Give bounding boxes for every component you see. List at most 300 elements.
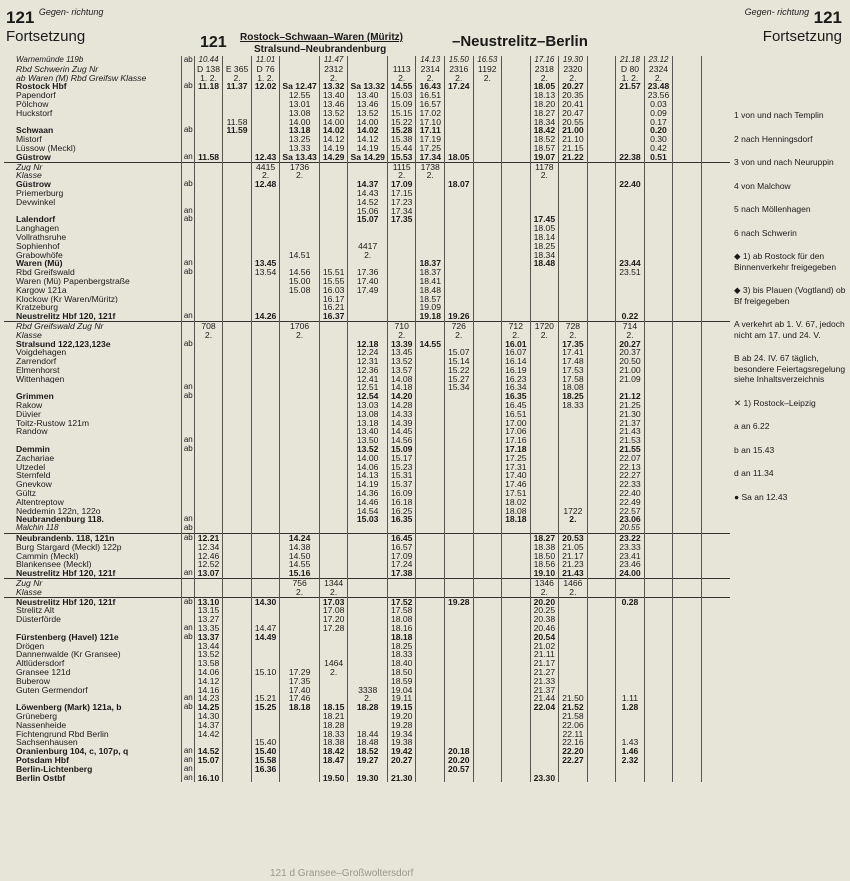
table-row: [4, 515, 730, 524]
legend: [734, 110, 846, 515]
station-name: Warnemünde 119b: [16, 56, 84, 64]
time-cell: 18.41: [416, 277, 445, 286]
time-cell: 16.21: [319, 303, 348, 312]
time-cell: [559, 765, 588, 774]
time-cell: [616, 118, 645, 127]
legend-item: d an 11.34: [734, 468, 774, 478]
time-cell: [387, 224, 416, 233]
time-cell: [559, 410, 588, 419]
time-cell: [502, 180, 531, 189]
time-cell: 19.42: [387, 747, 416, 756]
time-cell: [445, 109, 474, 118]
time-cell: [644, 738, 673, 747]
time-cell: [445, 721, 474, 730]
time-cell: 18.20: [530, 100, 559, 109]
time-cell: 20.27: [559, 82, 588, 91]
table-row: [4, 357, 730, 366]
table-row: [4, 419, 730, 428]
time-cell: [616, 215, 645, 224]
time-cell: 2.: [530, 74, 559, 83]
time-cell: [194, 436, 223, 445]
arr-dep-marker: [182, 321, 195, 330]
time-cell: [251, 730, 280, 739]
time-cell: [223, 543, 252, 552]
time-cell: 1.43: [616, 738, 645, 747]
time-cell: [416, 624, 445, 633]
time-cell: [530, 454, 559, 463]
time-cell: [194, 251, 223, 260]
table-row: [4, 677, 730, 686]
arr-dep-marker: an: [182, 312, 195, 321]
time-cell: [701, 507, 730, 516]
time-cell: [701, 100, 730, 109]
time-cell: [473, 606, 502, 615]
time-cell: [616, 606, 645, 615]
time-cell: [251, 606, 280, 615]
time-cell: [223, 56, 252, 65]
table-row: [4, 668, 730, 677]
time-cell: [223, 597, 252, 606]
table-row: [4, 730, 730, 739]
time-cell: [473, 383, 502, 392]
legend-item: ◆ 3) bis Plauen (Vogtland) ob Bf freigegeben: [734, 285, 846, 306]
time-cell: [587, 215, 616, 224]
time-cell: [587, 331, 616, 340]
time-cell: [616, 712, 645, 721]
arr-dep-marker: [182, 375, 195, 384]
time-cell: [587, 118, 616, 127]
time-cell: [223, 340, 252, 349]
time-cell: 13.46: [348, 100, 388, 109]
time-cell: [587, 233, 616, 242]
time-cell: [445, 242, 474, 251]
time-cell: [348, 624, 388, 633]
time-cell: [616, 624, 645, 633]
time-cell: [473, 445, 502, 454]
time-cell: [194, 348, 223, 357]
time-cell: [502, 259, 531, 268]
time-cell: [194, 419, 223, 428]
time-cell: [445, 259, 474, 268]
time-cell: 1738: [416, 162, 445, 171]
time-cell: [701, 198, 730, 207]
time-cell: [280, 383, 320, 392]
time-cell: 18.02: [502, 498, 531, 507]
time-cell: 13.07: [194, 569, 223, 578]
station-name: Düsterförde: [16, 615, 61, 624]
arr-dep-marker: [182, 489, 195, 498]
time-cell: [587, 56, 616, 65]
station-name: Berlin-Lichtenberg: [16, 764, 93, 774]
time-cell: [251, 480, 280, 489]
time-cell: [701, 303, 730, 312]
time-cell: [280, 65, 320, 74]
time-cell: [587, 686, 616, 695]
time-cell: [587, 410, 616, 419]
time-cell: 13.52: [348, 445, 388, 454]
time-cell: 20.46: [530, 624, 559, 633]
station-name: [4, 436, 182, 445]
time-cell: [644, 668, 673, 677]
time-cell: [616, 171, 645, 180]
time-cell: [348, 659, 388, 668]
time-cell: [701, 552, 730, 561]
time-cell: [644, 251, 673, 260]
time-cell: [701, 277, 730, 286]
time-cell: [673, 463, 702, 472]
time-cell: [319, 543, 348, 552]
arr-dep-marker: an: [182, 259, 195, 268]
time-cell: 18.56: [530, 560, 559, 569]
time-cell: 18.27: [530, 534, 559, 543]
time-cell: [701, 524, 730, 533]
time-cell: [644, 436, 673, 445]
time-cell: [223, 650, 252, 659]
time-cell: 2.: [559, 74, 588, 83]
time-cell: [319, 480, 348, 489]
time-cell: [416, 642, 445, 651]
time-cell: [701, 153, 730, 162]
time-cell: 14.37: [194, 721, 223, 730]
arr-dep-marker: [182, 730, 195, 739]
time-cell: 21.18: [616, 56, 645, 65]
time-cell: [587, 765, 616, 774]
time-cell: 2.: [530, 171, 559, 180]
time-cell: [416, 427, 445, 436]
time-cell: [530, 765, 559, 774]
table-row: [4, 642, 730, 651]
station-name: Sachsenhausen: [16, 738, 78, 748]
time-cell: [473, 694, 502, 703]
time-cell: [223, 242, 252, 251]
time-cell: [559, 419, 588, 428]
time-cell: [701, 588, 730, 597]
time-cell: [701, 259, 730, 268]
station-name: Zarrendorf: [16, 357, 57, 366]
time-cell: [445, 686, 474, 695]
time-cell: [673, 642, 702, 651]
time-cell: [348, 524, 388, 533]
time-cell: 14.19: [319, 144, 348, 153]
time-cell: [194, 463, 223, 472]
time-cell: [673, 224, 702, 233]
table-row: [4, 82, 730, 91]
time-cell: [280, 410, 320, 419]
time-cell: 14.52: [194, 747, 223, 756]
time-cell: [251, 215, 280, 224]
time-cell: [616, 91, 645, 100]
time-cell: [251, 524, 280, 533]
time-cell: [473, 668, 502, 677]
time-cell: [473, 375, 502, 384]
time-cell: [502, 162, 531, 171]
time-cell: 17.06: [502, 427, 531, 436]
arr-dep-marker: [182, 277, 195, 286]
time-cell: 20.25: [530, 606, 559, 615]
legend-item: 2 nach Henningsdorf: [734, 133, 813, 144]
time-cell: [559, 189, 588, 198]
time-cell: [473, 340, 502, 349]
time-cell: [319, 569, 348, 578]
time-cell: [587, 633, 616, 642]
time-cell: [559, 259, 588, 268]
time-cell: [445, 162, 474, 171]
station-name: Demmin: [16, 445, 50, 454]
time-cell: [587, 703, 616, 712]
time-cell: 2.: [502, 331, 531, 340]
time-cell: 18.34: [530, 251, 559, 260]
arr-dep-marker: [182, 552, 195, 561]
station-name: Düvier: [16, 409, 41, 419]
station-name: Drögen: [16, 641, 45, 651]
time-cell: [473, 321, 502, 330]
time-cell: [701, 515, 730, 524]
time-cell: 12.48: [251, 180, 280, 189]
time-cell: 18.50: [387, 668, 416, 677]
time-cell: [416, 756, 445, 765]
time-cell: [616, 774, 645, 783]
time-cell: [673, 606, 702, 615]
time-cell: 12.46: [194, 552, 223, 561]
time-cell: [530, 507, 559, 516]
station-name: [4, 118, 182, 127]
time-cell: 18.28: [348, 703, 388, 712]
time-cell: 12.18: [348, 340, 388, 349]
time-cell: D 80: [616, 65, 645, 74]
time-cell: [416, 471, 445, 480]
time-cell: 17.25: [502, 454, 531, 463]
time-cell: [616, 233, 645, 242]
time-cell: [280, 340, 320, 349]
time-cell: [251, 774, 280, 783]
time-cell: E 365: [223, 65, 252, 74]
time-cell: [473, 410, 502, 419]
time-cell: 17.40: [348, 277, 388, 286]
time-cell: 20.20: [445, 756, 474, 765]
time-cell: [251, 109, 280, 118]
time-cell: [473, 633, 502, 642]
time-cell: 17.29: [280, 668, 320, 677]
time-cell: [416, 348, 445, 357]
time-cell: 16.19: [502, 366, 531, 375]
time-cell: 21.43: [616, 427, 645, 436]
time-cell: 2.: [280, 171, 320, 180]
table-row: [4, 480, 730, 489]
time-cell: 18.28: [319, 721, 348, 730]
time-cell: 14.33: [387, 410, 416, 419]
time-cell: 19.34: [387, 730, 416, 739]
time-cell: [701, 677, 730, 686]
time-cell: 14.19: [348, 480, 388, 489]
time-cell: 12.41: [348, 375, 388, 384]
time-cell: [348, 597, 388, 606]
footer-note: 121 d Gransee–Großwoltersdorf: [270, 868, 414, 879]
time-cell: [473, 135, 502, 144]
time-cell: [280, 765, 320, 774]
time-cell: [701, 109, 730, 118]
station-name: Malchin 118: [16, 524, 59, 533]
time-cell: [502, 100, 531, 109]
time-cell: [348, 712, 388, 721]
station-name: Dannenwalde (Kr Gransee): [16, 650, 121, 660]
time-cell: 18.48: [416, 286, 445, 295]
station-name: Voigdehagen: [16, 348, 67, 358]
table-row: [4, 463, 730, 472]
time-cell: [616, 189, 645, 198]
time-cell: [701, 624, 730, 633]
time-cell: [251, 489, 280, 498]
time-cell: [251, 303, 280, 312]
time-cell: [223, 251, 252, 260]
time-cell: [319, 524, 348, 533]
time-cell: 16.10: [194, 774, 223, 783]
time-cell: [416, 215, 445, 224]
time-cell: [194, 189, 223, 198]
time-cell: 23.33: [616, 543, 645, 552]
time-cell: Sa 12.47: [280, 82, 320, 91]
arr-dep-marker: [182, 579, 195, 588]
time-cell: 0.22: [616, 312, 645, 321]
time-cell: [416, 677, 445, 686]
time-cell: [559, 445, 588, 454]
time-cell: 21.05: [559, 543, 588, 552]
time-cell: [280, 730, 320, 739]
table-row: [4, 579, 730, 588]
time-cell: [502, 171, 531, 180]
time-cell: 17.46: [502, 480, 531, 489]
time-cell: 1736: [280, 162, 320, 171]
time-cell: [473, 560, 502, 569]
time-cell: [194, 480, 223, 489]
time-cell: 17.58: [387, 606, 416, 615]
time-cell: 21.11: [530, 650, 559, 659]
table-row: [4, 650, 730, 659]
time-cell: 1178: [530, 162, 559, 171]
time-cell: [223, 401, 252, 410]
time-cell: [223, 383, 252, 392]
time-cell: 17.08: [319, 606, 348, 615]
time-cell: [251, 233, 280, 242]
time-cell: 710: [387, 321, 416, 330]
time-cell: 21.37: [530, 686, 559, 695]
time-cell: [559, 471, 588, 480]
table-row: [4, 756, 730, 765]
time-cell: [616, 686, 645, 695]
time-cell: [280, 419, 320, 428]
time-cell: [644, 410, 673, 419]
time-cell: [445, 215, 474, 224]
time-cell: [348, 259, 388, 268]
time-cell: [280, 524, 320, 533]
time-cell: [644, 215, 673, 224]
time-cell: [673, 569, 702, 578]
time-cell: 13.57: [387, 366, 416, 375]
time-cell: [587, 454, 616, 463]
arr-dep-marker: [182, 224, 195, 233]
arr-dep-marker: ab: [182, 597, 195, 606]
time-cell: [416, 588, 445, 597]
time-cell: 16.45: [502, 401, 531, 410]
time-cell: [445, 712, 474, 721]
station-name: [4, 694, 182, 703]
time-cell: [319, 383, 348, 392]
time-cell: [416, 579, 445, 588]
time-cell: [473, 721, 502, 730]
time-cell: [530, 515, 559, 524]
time-cell: [194, 118, 223, 127]
time-cell: [223, 286, 252, 295]
time-cell: [587, 135, 616, 144]
time-cell: 17.51: [502, 489, 531, 498]
time-cell: 15.28: [387, 126, 416, 135]
time-cell: [701, 410, 730, 419]
time-cell: 17.53: [559, 366, 588, 375]
time-cell: [587, 74, 616, 83]
time-cell: [701, 242, 730, 251]
time-cell: 3338: [348, 686, 388, 695]
time-cell: [348, 721, 388, 730]
station-name: Fichtengrund Rbd Berlin: [16, 729, 109, 739]
time-cell: [644, 606, 673, 615]
arr-dep-marker: [182, 471, 195, 480]
time-cell: [673, 153, 702, 162]
time-cell: 17.25: [416, 144, 445, 153]
station-name: Papendorf: [16, 91, 56, 100]
time-cell: 22.07: [616, 454, 645, 463]
time-cell: [644, 207, 673, 216]
time-cell: [348, 303, 388, 312]
time-cell: [387, 765, 416, 774]
time-cell: [587, 259, 616, 268]
legend-item: 3 von und nach Neuruppin: [734, 157, 834, 167]
time-cell: [673, 366, 702, 375]
time-cell: [445, 401, 474, 410]
time-cell: 13.08: [280, 109, 320, 118]
time-cell: [502, 65, 531, 74]
time-cell: [348, 560, 388, 569]
time-cell: [502, 686, 531, 695]
time-cell: [644, 721, 673, 730]
time-cell: [673, 471, 702, 480]
time-cell: [223, 331, 252, 340]
time-cell: [319, 171, 348, 180]
time-cell: [530, 436, 559, 445]
time-cell: 18.48: [348, 738, 388, 747]
time-cell: [445, 135, 474, 144]
time-cell: 19.09: [416, 303, 445, 312]
time-cell: [673, 233, 702, 242]
time-cell: 15.07: [194, 756, 223, 765]
time-cell: 18.40: [387, 659, 416, 668]
time-cell: 17.36: [348, 268, 388, 277]
time-cell: [280, 489, 320, 498]
time-cell: [559, 162, 588, 171]
arr-dep-marker: [182, 606, 195, 615]
time-cell: [559, 650, 588, 659]
continuation-label-left: Fortsetzung: [6, 28, 86, 45]
time-cell: [223, 552, 252, 561]
time-cell: [587, 507, 616, 516]
station-name: Neustrelitz Hbf 120, 121f: [4, 597, 182, 606]
time-cell: [445, 543, 474, 552]
time-cell: [559, 498, 588, 507]
time-cell: [701, 659, 730, 668]
time-cell: [473, 215, 502, 224]
time-cell: 22.04: [530, 703, 559, 712]
time-cell: [473, 552, 502, 561]
time-cell: [223, 171, 252, 180]
time-cell: 12.21: [194, 534, 223, 543]
